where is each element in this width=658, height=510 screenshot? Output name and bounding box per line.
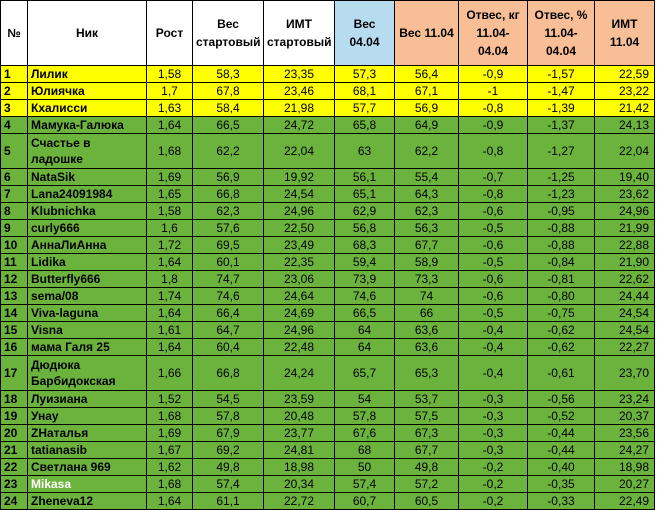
cell-weight-0404: 50 — [335, 459, 395, 476]
cell-bmi-1104: 21,99 — [595, 220, 655, 237]
cell-num: 13 — [1, 288, 28, 305]
cell-weight-0404: 57,4 — [335, 476, 395, 493]
cell-start-bmi: 22,35 — [264, 254, 335, 271]
cell-start-bmi: 21,98 — [264, 100, 335, 117]
cell-height: 1,72 — [147, 237, 193, 254]
cell-nick: Butterfly666 — [28, 271, 147, 288]
table-row — [1, 134, 655, 169]
cell-weight-1104: 58,9 — [395, 254, 459, 271]
cell-loss-pct: -0,88 — [528, 220, 595, 237]
cell-height: 1,68 — [147, 476, 193, 493]
table-row — [1, 83, 655, 100]
cell-loss-kg: -0,3 — [459, 408, 528, 425]
header-height: Рост — [147, 1, 193, 66]
cell-loss-pct: -0,52 — [528, 408, 595, 425]
table-row — [1, 100, 655, 117]
table-row — [1, 237, 655, 254]
cell-bmi-1104: 23,56 — [595, 425, 655, 442]
cell-start-weight: 74,7 — [193, 271, 264, 288]
cell-loss-kg: -0,6 — [459, 203, 528, 220]
table-row — [1, 305, 655, 322]
cell-loss-kg: -0,2 — [459, 476, 528, 493]
cell-start-bmi: 24,72 — [264, 117, 335, 134]
cell-bmi-1104: 22,04 — [595, 134, 655, 169]
cell-weight-1104: 63,6 — [395, 322, 459, 339]
cell-loss-kg: -0,5 — [459, 220, 528, 237]
cell-start-bmi: 24,54 — [264, 186, 335, 203]
cell-loss-kg: -0,8 — [459, 100, 528, 117]
cell-num: 18 — [1, 391, 28, 408]
cell-bmi-1104: 22,27 — [595, 339, 655, 356]
cell-num: 7 — [1, 186, 28, 203]
cell-start-bmi: 23,59 — [264, 391, 335, 408]
cell-bmi-1104: 24,27 — [595, 442, 655, 459]
cell-loss-kg: -0,5 — [459, 305, 528, 322]
cell-bmi-1104: 19,40 — [595, 169, 655, 186]
cell-height: 1,63 — [147, 100, 193, 117]
cell-loss-pct: -0,35 — [528, 476, 595, 493]
header-loss-pct: Отвес, % 11.04-04.04 — [528, 1, 595, 66]
cell-nick: tatianasib — [28, 442, 147, 459]
cell-nick: NataSik — [28, 169, 147, 186]
table-row — [1, 66, 655, 83]
cell-bmi-1104: 24,96 — [595, 203, 655, 220]
cell-start-bmi: 22,48 — [264, 339, 335, 356]
cell-start-weight: 66,4 — [193, 305, 264, 322]
cell-nick: Унау — [28, 408, 147, 425]
cell-num: 24 — [1, 493, 28, 510]
cell-start-bmi: 24,96 — [264, 322, 335, 339]
cell-weight-0404: 65,8 — [335, 117, 395, 134]
cell-loss-pct: -0,44 — [528, 442, 595, 459]
cell-bmi-1104: 21,42 — [595, 100, 655, 117]
cell-start-weight: 56,9 — [193, 169, 264, 186]
cell-loss-pct: -0,62 — [528, 322, 595, 339]
cell-bmi-1104: 22,59 — [595, 66, 655, 83]
cell-start-bmi: 22,04 — [264, 134, 335, 169]
cell-loss-pct: -0,40 — [528, 459, 595, 476]
cell-bmi-1104: 22,88 — [595, 237, 655, 254]
cell-start-weight: 57,4 — [193, 476, 264, 493]
cell-weight-0404: 65,1 — [335, 186, 395, 203]
cell-bmi-1104: 20,37 — [595, 408, 655, 425]
cell-nick: Klubnichka — [28, 203, 147, 220]
cell-loss-pct: -1,23 — [528, 186, 595, 203]
cell-weight-0404: 74,6 — [335, 288, 395, 305]
cell-num: 9 — [1, 220, 28, 237]
table-row — [1, 493, 655, 510]
cell-num: 3 — [1, 100, 28, 117]
cell-nick: Мамука-Галюка — [28, 117, 147, 134]
cell-height: 1,52 — [147, 391, 193, 408]
table-row — [1, 271, 655, 288]
cell-height: 1,6 — [147, 220, 193, 237]
cell-start-bmi: 20,34 — [264, 476, 335, 493]
cell-weight-1104: 67,3 — [395, 425, 459, 442]
cell-nick: АннаЛиАнна — [28, 237, 147, 254]
cell-loss-pct: -1,25 — [528, 169, 595, 186]
cell-loss-pct: -1,47 — [528, 83, 595, 100]
cell-loss-pct: -0,62 — [528, 339, 595, 356]
cell-height: 1,69 — [147, 169, 193, 186]
cell-weight-1104: 55,4 — [395, 169, 459, 186]
cell-start-weight: 54,5 — [193, 391, 264, 408]
cell-loss-kg: -0,4 — [459, 322, 528, 339]
table-row — [1, 254, 655, 271]
cell-bmi-1104: 22,62 — [595, 271, 655, 288]
cell-nick: Кхалисси — [28, 100, 147, 117]
cell-nick: ZНаталья — [28, 425, 147, 442]
cell-loss-pct: -0,80 — [528, 288, 595, 305]
cell-start-weight: 57,8 — [193, 408, 264, 425]
cell-weight-1104: 56,9 — [395, 100, 459, 117]
cell-start-weight: 66,8 — [193, 356, 264, 391]
cell-num: 22 — [1, 459, 28, 476]
table-body — [1, 66, 655, 510]
cell-nick: curly666 — [28, 220, 147, 237]
cell-bmi-1104: 24,54 — [595, 305, 655, 322]
cell-weight-0404: 64 — [335, 322, 395, 339]
cell-height: 1,58 — [147, 66, 193, 83]
cell-start-bmi: 24,96 — [264, 203, 335, 220]
cell-weight-0404: 73,9 — [335, 271, 395, 288]
cell-start-bmi: 24,69 — [264, 305, 335, 322]
header-start-weight: Вес стартовый — [193, 1, 264, 66]
cell-nick: Дюдюка Барбидокская — [28, 356, 147, 391]
table-row — [1, 391, 655, 408]
cell-num: 14 — [1, 305, 28, 322]
cell-nick: Viva-laguna — [28, 305, 147, 322]
cell-weight-1104: 62,2 — [395, 134, 459, 169]
cell-weight-0404: 54 — [335, 391, 395, 408]
cell-num: 15 — [1, 322, 28, 339]
cell-weight-0404: 66,5 — [335, 305, 395, 322]
cell-weight-1104: 56,4 — [395, 66, 459, 83]
cell-height: 1,8 — [147, 271, 193, 288]
cell-num: 6 — [1, 169, 28, 186]
cell-start-bmi: 24,24 — [264, 356, 335, 391]
cell-num: 1 — [1, 66, 28, 83]
cell-weight-1104: 67,7 — [395, 237, 459, 254]
cell-height: 1,67 — [147, 442, 193, 459]
cell-start-weight: 66,8 — [193, 186, 264, 203]
table-row — [1, 220, 655, 237]
cell-start-bmi: 23,49 — [264, 237, 335, 254]
cell-nick: Lidika — [28, 254, 147, 271]
cell-start-weight: 60,4 — [193, 339, 264, 356]
table-row — [1, 322, 655, 339]
table-row — [1, 356, 655, 391]
table-row — [1, 169, 655, 186]
cell-nick: Zheneva12 — [28, 493, 147, 510]
cell-start-weight: 67,8 — [193, 83, 264, 100]
cell-weight-1104: 49,8 — [395, 459, 459, 476]
table-row — [1, 459, 655, 476]
table-row — [1, 476, 655, 493]
cell-height: 1,64 — [147, 254, 193, 271]
cell-loss-kg: -0,8 — [459, 186, 528, 203]
cell-bmi-1104: 23,22 — [595, 83, 655, 100]
cell-height: 1,58 — [147, 203, 193, 220]
cell-weight-1104: 63,6 — [395, 339, 459, 356]
cell-height: 1,7 — [147, 83, 193, 100]
cell-weight-1104: 60,5 — [395, 493, 459, 510]
cell-start-bmi: 23,77 — [264, 425, 335, 442]
cell-loss-kg: -0,3 — [459, 425, 528, 442]
cell-num: 4 — [1, 117, 28, 134]
header-row — [1, 1, 655, 66]
cell-weight-0404: 68,1 — [335, 83, 395, 100]
cell-nick: Mikasa — [28, 476, 147, 493]
cell-num: 20 — [1, 425, 28, 442]
cell-num: 12 — [1, 271, 28, 288]
table-row — [1, 288, 655, 305]
cell-nick: Луизиана — [28, 391, 147, 408]
cell-weight-0404: 64 — [335, 339, 395, 356]
cell-start-weight: 57,6 — [193, 220, 264, 237]
cell-bmi-1104: 23,62 — [595, 186, 655, 203]
cell-weight-0404: 57,7 — [335, 100, 395, 117]
cell-start-weight: 60,1 — [193, 254, 264, 271]
cell-height: 1,66 — [147, 356, 193, 391]
cell-weight-1104: 57,5 — [395, 408, 459, 425]
cell-weight-1104: 56,3 — [395, 220, 459, 237]
cell-loss-kg: -0,3 — [459, 442, 528, 459]
cell-nick: sema/08 — [28, 288, 147, 305]
cell-nick: Счастье в ладошке — [28, 134, 147, 169]
cell-num: 23 — [1, 476, 28, 493]
cell-loss-pct: -1,27 — [528, 134, 595, 169]
cell-start-bmi: 20,48 — [264, 408, 335, 425]
cell-bmi-1104: 18,98 — [595, 459, 655, 476]
cell-loss-pct: -0,33 — [528, 493, 595, 510]
cell-start-weight: 66,5 — [193, 117, 264, 134]
cell-loss-kg: -0,2 — [459, 493, 528, 510]
cell-height: 1,64 — [147, 339, 193, 356]
cell-bmi-1104: 24,54 — [595, 322, 655, 339]
cell-num: 17 — [1, 356, 28, 391]
cell-start-weight: 61,1 — [193, 493, 264, 510]
cell-loss-kg: -1 — [459, 83, 528, 100]
cell-height: 1,65 — [147, 186, 193, 203]
cell-loss-kg: -0,2 — [459, 459, 528, 476]
cell-height: 1,74 — [147, 288, 193, 305]
cell-loss-pct: -1,57 — [528, 66, 595, 83]
cell-height: 1,62 — [147, 459, 193, 476]
cell-nick: Visna — [28, 322, 147, 339]
table-row — [1, 425, 655, 442]
cell-num: 19 — [1, 408, 28, 425]
cell-loss-kg: -0,6 — [459, 271, 528, 288]
cell-loss-pct: -0,44 — [528, 425, 595, 442]
cell-weight-1104: 62,3 — [395, 203, 459, 220]
cell-loss-kg: -0,8 — [459, 134, 528, 169]
cell-start-weight: 62,3 — [193, 203, 264, 220]
cell-weight-1104: 67,1 — [395, 83, 459, 100]
cell-loss-pct: -0,95 — [528, 203, 595, 220]
cell-weight-1104: 57,2 — [395, 476, 459, 493]
cell-loss-kg: -0,5 — [459, 254, 528, 271]
cell-loss-pct: -1,39 — [528, 100, 595, 117]
cell-start-bmi: 23,35 — [264, 66, 335, 83]
cell-loss-kg: -0,7 — [459, 169, 528, 186]
cell-loss-kg: -0,6 — [459, 288, 528, 305]
cell-weight-0404: 62,9 — [335, 203, 395, 220]
cell-start-bmi: 19,92 — [264, 169, 335, 186]
cell-start-weight: 58,4 — [193, 100, 264, 117]
cell-start-weight: 74,6 — [193, 288, 264, 305]
cell-weight-0404: 68,3 — [335, 237, 395, 254]
cell-loss-kg: -0,9 — [459, 117, 528, 134]
cell-bmi-1104: 24,44 — [595, 288, 655, 305]
cell-num: 16 — [1, 339, 28, 356]
cell-weight-0404: 57,8 — [335, 408, 395, 425]
cell-height: 1,64 — [147, 493, 193, 510]
cell-start-weight: 62,2 — [193, 134, 264, 169]
cell-start-weight: 67,9 — [193, 425, 264, 442]
cell-bmi-1104: 24,13 — [595, 117, 655, 134]
cell-loss-pct: -0,81 — [528, 271, 595, 288]
cell-start-weight: 58,3 — [193, 66, 264, 83]
cell-start-bmi: 24,64 — [264, 288, 335, 305]
cell-start-weight: 64,7 — [193, 322, 264, 339]
cell-bmi-1104: 20,27 — [595, 476, 655, 493]
cell-start-bmi: 23,46 — [264, 83, 335, 100]
cell-weight-0404: 63 — [335, 134, 395, 169]
cell-start-bmi: 22,50 — [264, 220, 335, 237]
cell-loss-pct: -0,61 — [528, 356, 595, 391]
cell-weight-0404: 60,7 — [335, 493, 395, 510]
cell-loss-pct: -1,37 — [528, 117, 595, 134]
cell-num: 11 — [1, 254, 28, 271]
cell-bmi-1104: 22,49 — [595, 493, 655, 510]
header-weight-0404: Вес 04.04 — [335, 1, 395, 66]
cell-loss-pct: -0,75 — [528, 305, 595, 322]
cell-start-bmi: 22,72 — [264, 493, 335, 510]
cell-start-bmi: 23,06 — [264, 271, 335, 288]
table-row — [1, 117, 655, 134]
cell-weight-1104: 66 — [395, 305, 459, 322]
cell-weight-1104: 53,7 — [395, 391, 459, 408]
cell-start-bmi: 18,98 — [264, 459, 335, 476]
cell-num: 10 — [1, 237, 28, 254]
cell-height: 1,61 — [147, 322, 193, 339]
cell-start-weight: 69,5 — [193, 237, 264, 254]
header-bmi-1104: ИМТ 11.04 — [595, 1, 655, 66]
cell-weight-0404: 59,4 — [335, 254, 395, 271]
cell-start-bmi: 24,81 — [264, 442, 335, 459]
cell-loss-pct: -0,56 — [528, 391, 595, 408]
table-row — [1, 186, 655, 203]
cell-weight-1104: 74 — [395, 288, 459, 305]
cell-nick: Lana24091984 — [28, 186, 147, 203]
table-row — [1, 339, 655, 356]
cell-loss-pct: -0,88 — [528, 237, 595, 254]
cell-start-weight: 49,8 — [193, 459, 264, 476]
header-num: № — [1, 1, 28, 66]
cell-bmi-1104: 23,70 — [595, 356, 655, 391]
cell-height: 1,68 — [147, 408, 193, 425]
cell-bmi-1104: 21,90 — [595, 254, 655, 271]
cell-nick: Лилик — [28, 66, 147, 83]
cell-nick: Светлана 969 — [28, 459, 147, 476]
table-row — [1, 408, 655, 425]
cell-num: 8 — [1, 203, 28, 220]
cell-loss-kg: -0,9 — [459, 66, 528, 83]
cell-weight-1104: 64,3 — [395, 186, 459, 203]
cell-nick: мама Галя 25 — [28, 339, 147, 356]
cell-weight-0404: 56,8 — [335, 220, 395, 237]
cell-nick: Юлиячка — [28, 83, 147, 100]
header-loss-kg: Отвес, кг 11.04-04.04 — [459, 1, 528, 66]
cell-num: 2 — [1, 83, 28, 100]
cell-loss-kg: -0,3 — [459, 391, 528, 408]
cell-bmi-1104: 23,24 — [595, 391, 655, 408]
header-start-bmi: ИМТ стартовый — [264, 1, 335, 66]
cell-loss-kg: -0,6 — [459, 237, 528, 254]
cell-num: 21 — [1, 442, 28, 459]
cell-weight-1104: 67,7 — [395, 442, 459, 459]
header-weight-1104: Вес 11.04 — [395, 1, 459, 66]
cell-weight-0404: 68 — [335, 442, 395, 459]
cell-weight-1104: 73,3 — [395, 271, 459, 288]
cell-start-weight: 69,2 — [193, 442, 264, 459]
cell-loss-pct: -0,84 — [528, 254, 595, 271]
cell-weight-0404: 65,7 — [335, 356, 395, 391]
cell-loss-kg: -0,4 — [459, 356, 528, 391]
header-nick: Ник — [28, 1, 147, 66]
table-row — [1, 442, 655, 459]
cell-weight-0404: 57,3 — [335, 66, 395, 83]
cell-weight-0404: 56,1 — [335, 169, 395, 186]
cell-weight-1104: 65,3 — [395, 356, 459, 391]
cell-weight-0404: 67,6 — [335, 425, 395, 442]
cell-height: 1,69 — [147, 425, 193, 442]
cell-loss-kg: -0,4 — [459, 339, 528, 356]
cell-weight-1104: 64,9 — [395, 117, 459, 134]
cell-num: 5 — [1, 134, 28, 169]
cell-height: 1,68 — [147, 134, 193, 169]
table-row — [1, 203, 655, 220]
cell-height: 1,64 — [147, 117, 193, 134]
cell-height: 1,64 — [147, 305, 193, 322]
